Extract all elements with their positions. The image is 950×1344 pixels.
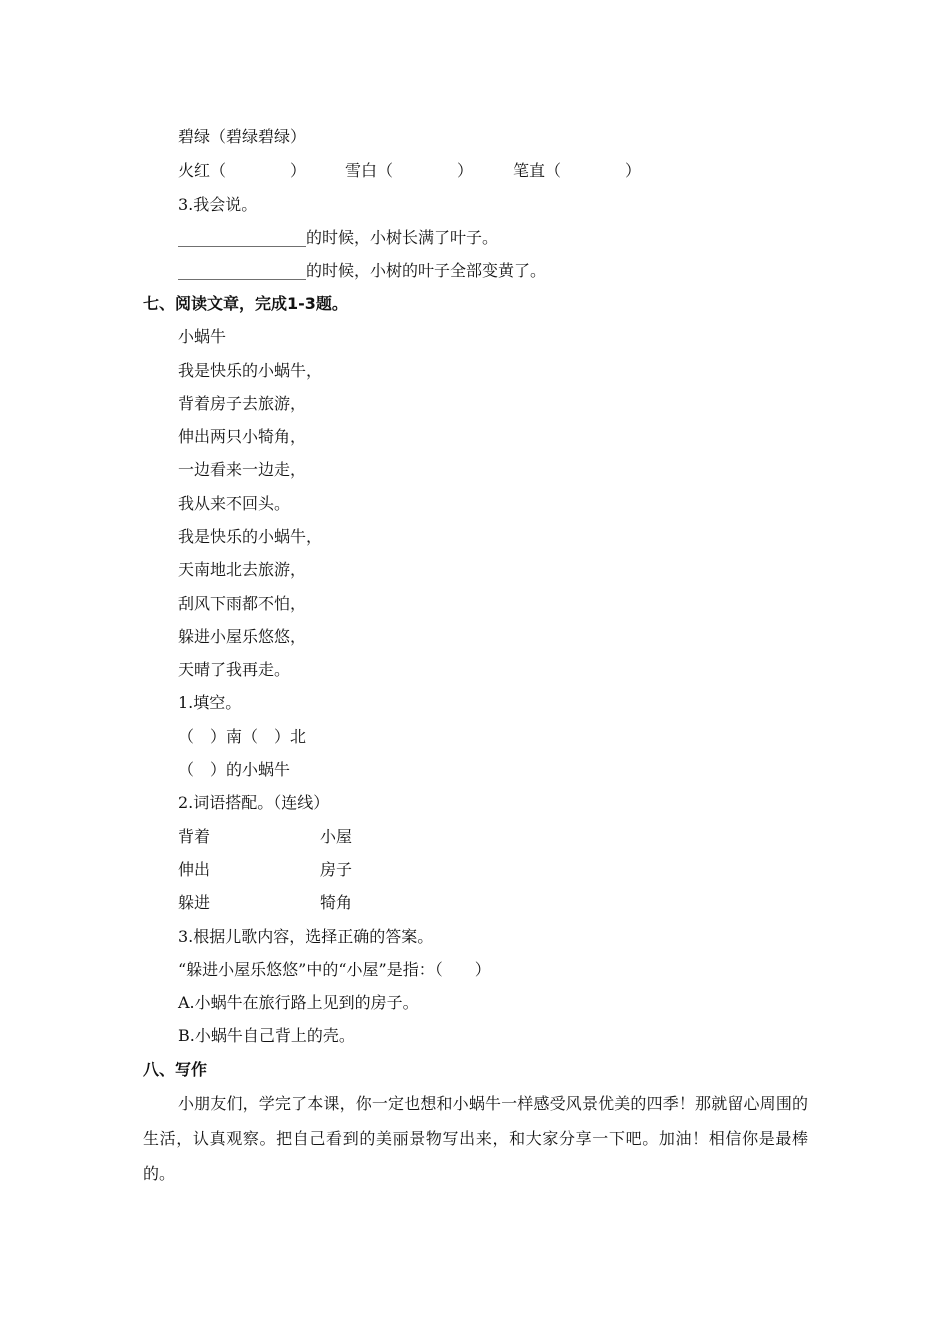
section-7-heading: 七、阅读文章，完成1-3题。 — [143, 294, 348, 313]
choice-question: “躲进小屋乐悠悠”中的“小屋”是指：（ ） — [178, 960, 491, 979]
choice-option-a: A.小蜗牛在旅行路上见到的房子。 — [178, 993, 419, 1012]
sentence-blank-2: ________________的时候，小树的叶子全部变黄了。 — [178, 261, 547, 280]
section-8-heading: 八、写作 — [143, 1060, 208, 1079]
match-right-item: 房子 — [320, 860, 353, 879]
match-left-item: 躲进 — [178, 893, 211, 912]
question-3-title: 3.我会说。 — [178, 195, 258, 214]
fill-item-huohong: 火红（ ） — [178, 161, 307, 180]
example-line: 碧绿（碧绿碧绿） — [178, 127, 307, 146]
question-3-title: 3.根据儿歌内容，选择正确的答案。 — [178, 927, 434, 946]
poem-line: 我是快乐的小蜗牛， — [178, 527, 323, 546]
writing-prompt-paragraph: 小朋友们，学完了本课，你一定也想和小蜗牛一样感受风景优美的四季！那就留心周围的生活，认真观察。把自己看到的美丽景物写出来，和大家分享一下吧。加油！相信你是最棒的。 — [143, 1094, 808, 1183]
match-right-item: 小屋 — [320, 827, 353, 846]
question-1-title: 1.填空。 — [178, 693, 242, 712]
sentence-blank-1: ________________的时候，小树长满了叶子。 — [178, 228, 499, 247]
poem-line: 伸出两只小犄角， — [178, 427, 307, 446]
poem-line: 躲进小屋乐悠悠， — [178, 627, 307, 646]
poem-line: 背着房子去旅游， — [178, 394, 307, 413]
match-left-item: 背着 — [178, 827, 211, 846]
poem-line: 天晴了我再走。 — [178, 660, 291, 679]
question-2-title: 2.词语搭配。（连线） — [178, 793, 330, 812]
poem-line: 天南地北去旅游， — [178, 560, 307, 579]
fill-item-bizhi: 笔直（ ） — [513, 161, 642, 180]
poem-line: 我从来不回头。 — [178, 494, 291, 513]
poem-line: 我是快乐的小蜗牛， — [178, 361, 323, 380]
match-right-item: 犄角 — [320, 893, 353, 912]
poem-line: 刮风下雨都不怕， — [178, 594, 307, 613]
choice-option-b: B.小蜗牛自己背上的壳。 — [178, 1026, 355, 1045]
poem-line: 一边看来一边走， — [178, 460, 307, 479]
fill-item-xuebai: 雪白（ ） — [345, 161, 474, 180]
fill-blank-line: （ ）南（ ）北 — [178, 727, 307, 746]
fill-blank-line: （ ）的小蜗牛 — [178, 760, 291, 779]
match-left-item: 伸出 — [178, 860, 211, 879]
poem-title: 小蜗牛 — [178, 327, 227, 346]
